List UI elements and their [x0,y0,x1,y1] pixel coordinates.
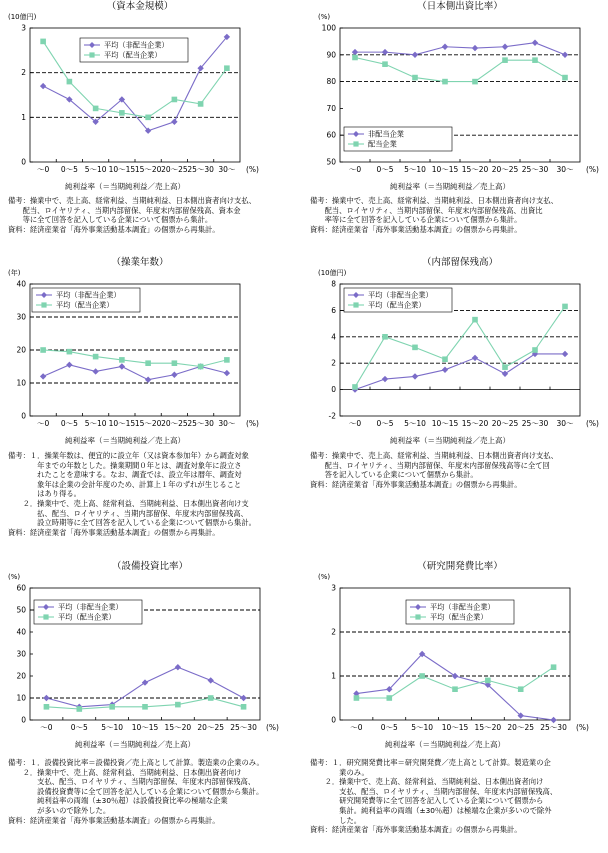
note-line: 備考：１．操業年数は、便宜的に設立年（又は資本参加年）から調査対象 [8,451,249,460]
x-tick-label: ～0 [348,165,362,174]
x-tick-label: 30～ [218,165,236,174]
legend-label: 平均（非配当企業） [58,602,123,612]
x-axis-label: 純利益率（＝当期純利益／売上高） [65,436,185,445]
x-tick-label: 20～25 [491,419,519,428]
data-point [40,347,46,353]
y-tick-label: 4 [331,332,336,342]
note-line: 純利益率の両端（±30％超）は設備投資比率の極端な企業 [8,796,228,806]
note-line: 配当、ロイヤリティ、当期内部留保、年度末内部留保残高、出資比 [310,205,543,215]
series-line-0 [355,354,565,390]
note-line: はあり得る。 [8,489,81,499]
x-tick-label: ～0 [350,723,363,732]
data-point [412,345,418,351]
x-tick-label: ～0 [36,165,50,174]
legend-marker [89,52,94,57]
x-tick-label: ～0 [40,723,53,732]
note-line: 等に全て回答を記入している企業について個票から集計。 [8,215,213,225]
legend-marker [415,614,420,619]
note-line: ２．操業中で、売上高、経常利益、当期純利益、日本側出資者向け支 [8,498,249,508]
legend [344,127,452,151]
x-tick-label: 10～15 [131,723,159,732]
y-tick-label: 2 [331,358,336,368]
data-point [198,101,204,107]
legend [80,38,188,62]
x-axis-label: 純利益率（＝当期純利益／売上高） [75,740,195,749]
x-tick-label: 10～15 [431,419,459,428]
data-point [171,372,177,378]
chart-panel-3 [318,256,599,445]
legend-marker [353,302,358,307]
y-tick-label: 30 [16,312,26,322]
data-point [44,704,50,710]
x-tick-label: 0～5 [70,723,88,732]
data-point [76,706,82,712]
y-unit-label: (%) [318,13,331,21]
x-unit-label: (%) [576,723,589,732]
data-point [442,367,448,373]
data-point [442,79,448,85]
x-tick-label: 5～10 [411,723,434,732]
note-line: 集計。純利益率の両端（±30％超）は極端な企業が多いので除外 [310,805,552,815]
x-tick-label: 10～15 [441,723,469,732]
note-line: 配当、ロイヤリティ、当期内部留保、年度末内部留保残高等に全て回 [310,460,550,470]
y-unit-label: (10億円) [8,13,37,21]
x-tick-label: 0～5 [60,419,78,428]
series-line-1 [356,667,553,698]
data-point [171,119,177,125]
x-tick-label: 5～10 [404,165,426,174]
y-tick-label: 3 [331,583,336,593]
note-line: 配当、ロイヤリティ、当期内部留保、年度末内部留保残高、資本金 [8,205,241,215]
x-unit-label: (%) [246,419,259,428]
x-unit-label: (%) [246,165,259,174]
y-tick-label: 0 [21,157,26,167]
x-tick-label: 30～ [218,419,236,428]
y-tick-label: 0 [21,411,26,421]
note-line: 払、配当、ロイヤリティ、当期内部留保、年度末内部留保残高、 [8,508,248,518]
data-point [119,110,125,116]
data-point [119,357,125,363]
y-tick-label: 70 [326,103,336,113]
note-line: 備考：１．設備投資比率＝設備投資／売上高として計算。製造業の企業のみ。 [8,758,264,767]
data-point [145,115,151,121]
y-unit-label: (年) [8,269,21,277]
chart-title: （操業年数） [111,257,169,268]
note-line: 資料：経済産業省「海外事業活動基本調査」の個票から再集計。 [8,527,220,537]
data-point [452,686,458,692]
data-point [562,304,568,310]
data-point [382,334,388,340]
data-point [419,673,425,679]
data-point [386,695,392,701]
data-point [93,354,99,360]
x-unit-label: (%) [266,723,279,732]
x-tick-label: 20～25 [161,165,188,174]
data-point [352,384,358,390]
y-tick-label: 60 [16,583,26,593]
y-tick-label: 10 [16,693,26,703]
legend [344,288,452,312]
y-tick-label: 0 [331,385,336,395]
x-tick-label: 20～25 [491,165,519,174]
data-point [142,679,148,685]
data-point [518,686,524,692]
x-tick-label: 15～20 [134,419,162,428]
chart-panel-2 [8,256,259,445]
data-point [175,702,181,708]
data-point [502,371,508,377]
notes-rnd [310,758,608,835]
note-line: ２．操業中で、売上高、経常利益、当期純利益、日本側出資者向け [310,777,544,787]
note-line: 資料：経済産業省「海外事業活動基本調査」の個票から再集計。 [310,224,522,234]
y-tick-label: 2 [21,68,26,78]
note-line: 象年は企業の会計年度のため、計算上１年のずれが生じること [8,479,242,489]
y-tick-label: 50 [326,157,336,167]
y-tick-label: 90 [326,50,336,60]
x-tick-label: 15～20 [461,165,489,174]
x-tick-label: 0～5 [60,165,78,174]
data-point [67,349,73,355]
legend-label: 平均（配当企業） [430,612,488,622]
data-point [224,370,230,376]
y-tick-label: 8 [331,279,336,289]
data-point [442,356,448,362]
legend-label: 平均（非配当企業） [430,602,495,612]
x-tick-label: 15～20 [461,419,489,428]
y-tick-label: 80 [326,77,336,87]
data-point [241,704,247,710]
data-point [93,106,99,112]
x-tick-label: ～0 [36,419,50,428]
x-tick-label: 0～5 [376,419,394,428]
x-tick-label: 25～30 [230,723,257,732]
y-tick-label: 40 [16,279,26,289]
chart-title: （資本金規模） [106,1,174,12]
x-axis-label: 純利益率（＝当期純利益／売上高） [390,182,510,191]
x-tick-label: 20～25 [161,419,188,428]
x-tick-label: 5～10 [84,165,107,174]
note-line: 支払、配当、ロイヤリティ、当期内部留保、年度末内部留保残高、 [8,777,256,787]
data-point [240,695,246,701]
data-point [452,673,458,679]
data-point [532,57,538,63]
note-line: 年までの年数とした。操業期間０年とは、調査対象年に設立さ [8,460,242,470]
note-line: 率等に全て回答を記入している企業について個票から集計。 [310,215,522,225]
chart-title: （内部留保残高） [421,257,499,268]
y-unit-label: (%) [8,573,21,581]
x-tick-label: 25～30 [187,165,214,174]
legend-label: 配当企業 [368,139,397,149]
x-tick-label: 10～15 [108,165,136,174]
data-point [145,377,151,383]
data-point [224,357,230,363]
note-line: 答を記入している企業について個票から集計。 [310,470,478,480]
data-point [40,39,46,45]
y-tick-label: 10 [16,378,26,388]
y-unit-label: (%) [318,573,331,581]
y-tick-label: 30 [16,649,26,659]
note-line: れたことを意味する。なお、調査では、設立年は暦年、調査対 [8,470,242,480]
data-point [532,347,538,353]
data-point [145,360,151,366]
y-tick-label: 0 [21,715,26,725]
data-point [67,79,73,85]
data-point [119,363,125,369]
notes-capex [8,758,308,825]
data-point [551,664,557,670]
x-unit-label: (%) [586,165,599,174]
chart-title: （日本側出資比率） [417,1,503,12]
data-point [485,678,491,684]
y-tick-label: 100 [321,23,336,33]
data-point [472,355,478,361]
data-point [224,65,230,71]
data-point [382,376,388,382]
data-point [208,677,214,683]
note-line: 支払、配当、ロイヤリティ、当期内部留保、年度末内部留保残高、 [310,786,558,796]
note-line: 資料：経済産業省「海外事業活動基本調査」の個票から再集計。 [8,815,220,825]
data-point [142,704,148,710]
legend-marker [43,614,48,619]
note-line: 資料：経済産業省「海外事業活動基本調査」の個票から再集計。 [310,825,522,835]
legend [34,600,142,624]
notes-retained-earnings [310,451,608,489]
data-point [412,373,418,379]
legend-label: 平均（配当企業） [368,300,426,310]
y-tick-label: 6 [331,305,336,315]
note-line: 備考：操業中で、売上高、経常利益、当期純利益、日本側出資者向け支払、 [8,196,256,205]
x-axis-label: 純利益率（＝当期純利益／売上高） [385,740,505,749]
data-point [208,695,214,701]
x-tick-label: 10～15 [431,165,459,174]
note-line: 備考：操業中で、売上高、経常利益、当期純利益、日本側出資者向け支払、 [310,451,558,460]
note-line: 資料：経済産業省「海外事業活動基本調査」の個票から再集計。 [8,224,220,234]
note-line: 研究開発費等に全て回答を記入している企業について個票から [310,796,544,806]
y-tick-label: -2 [328,411,336,421]
note-line: が多いので除外した。 [8,805,111,815]
data-point [352,55,358,61]
x-tick-label: 20～25 [507,723,535,732]
x-unit-label: (%) [586,419,599,428]
data-point [43,695,49,701]
legend-label: 平均（非配当企業） [368,290,433,300]
notes-ownership [310,196,608,234]
data-point [198,364,204,370]
x-tick-label: 25～30 [540,723,567,732]
data-point [172,97,178,103]
data-point [562,75,568,81]
data-point [472,45,478,51]
legend-label: 平均（非配当企業） [56,290,121,300]
chart-panel-5 [318,560,589,749]
data-point [502,44,508,50]
data-point [172,360,178,366]
note-line: 資料：経済産業省「海外事業活動基本調査」の個票から再集計。 [310,479,522,489]
series-line-1 [355,306,565,387]
data-point [412,52,418,58]
x-tick-label: 20～25 [197,723,225,732]
chart-title: （研究開発費比率） [417,561,503,572]
x-tick-label: 0～5 [380,723,398,732]
x-tick-label: 25～30 [521,165,549,174]
data-point [66,362,72,368]
x-tick-label: 30～ [556,165,574,174]
data-point [562,351,568,357]
legend-label: 非配当企業 [368,129,404,139]
notes-operating-years [8,451,308,537]
x-tick-label: 25～30 [521,419,549,428]
data-point [354,695,360,701]
y-tick-label: 0 [331,715,336,725]
legend-marker [353,141,358,146]
data-point [40,373,46,379]
y-unit-label: (10億円) [318,269,347,277]
data-point [40,83,46,89]
legend-marker [41,302,46,307]
data-point [382,61,388,67]
data-point [412,75,418,81]
note-line: 業のみ。 [310,767,369,777]
y-tick-label: 2 [331,627,336,637]
chart-panel-4 [8,560,279,749]
x-tick-label: 5～10 [404,419,426,428]
x-tick-label: 10～15 [108,419,136,428]
data-point [109,704,115,710]
note-line: 備考：操業中で、売上高、経常利益、当期純利益、日本側出資者向け支払、 [310,196,558,205]
note-line: ２．操業中で、売上高、経常利益、当期純利益、日本側出資者向け [8,767,242,777]
note-line: 備考：１．研究開発費比率＝研究開発費／売上高として計算。製造業の企 [310,758,551,767]
y-tick-label: 50 [16,605,26,615]
legend [406,600,514,624]
chart-panel-0 [8,0,259,191]
x-axis-label: 純利益率（＝当期純利益／売上高） [390,436,510,445]
legend [32,288,140,312]
data-point [472,79,478,85]
data-point [562,52,568,58]
note-line: 設備投資費等に全て回答を記入している企業について個票から集計。 [8,786,264,796]
y-tick-label: 20 [16,671,26,681]
x-tick-label: ～0 [348,419,362,428]
x-tick-label: 0～5 [376,165,394,174]
y-tick-label: 40 [16,627,26,637]
data-point [175,664,181,670]
data-point [442,44,448,50]
y-tick-label: 60 [326,130,336,140]
chart-panel-1 [318,0,599,191]
y-tick-label: 1 [331,671,336,681]
x-tick-label: 25～30 [187,419,214,428]
note-line: 設立時期等に全て回答を記入している企業について個票から集計。 [8,518,256,528]
notes-capital [8,196,304,234]
legend-label: 平均（配当企業） [58,612,116,622]
data-point [502,364,508,370]
x-tick-label: 5～10 [101,723,124,732]
x-tick-label: 30～ [556,419,574,428]
x-tick-label: 15～20 [474,723,502,732]
data-point [532,40,538,46]
y-tick-label: 20 [16,345,26,355]
note-line: した。 [310,815,362,825]
x-tick-label: 15～20 [134,165,162,174]
x-tick-label: 15～20 [164,723,192,732]
legend-label: 平均（配当企業） [56,300,114,310]
data-point [472,317,478,323]
series-line-0 [46,667,243,707]
data-point [92,368,98,374]
x-axis-label: 純利益率（＝当期純利益／売上高） [65,182,185,191]
y-tick-label: 3 [21,23,26,33]
chart-title: （設備投資比率） [111,561,189,572]
legend-label: 平均（配当企業） [104,50,162,60]
y-tick-label: 1 [21,112,26,122]
x-tick-label: 5～10 [84,419,107,428]
data-point [502,57,508,63]
legend-label: 平均（非配当企業） [104,40,169,50]
